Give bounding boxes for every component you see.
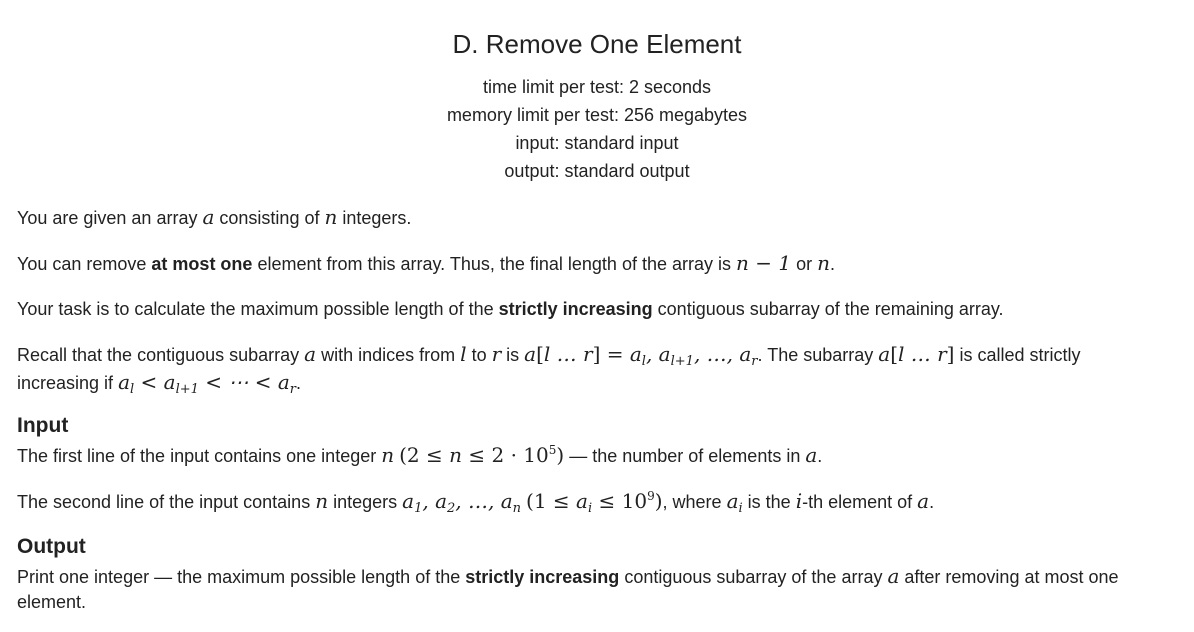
math-var: a <box>887 564 900 588</box>
input-line-1 <box>17 442 1180 469</box>
math-increasing-condition: $a_l < a_{l+1}$ < ⋯ < $a_r$ <box>118 370 297 397</box>
math-expr: n − 1 <box>736 251 792 275</box>
text: element from this array. Thus, the final length of the array is <box>252 254 736 274</box>
text: . <box>296 373 302 393</box>
statement-paragraph-3 <box>17 296 1180 322</box>
text: is the <box>742 492 796 512</box>
problem-title: D. Remove One Element <box>452 29 742 59</box>
text: . The subarray <box>757 345 879 365</box>
math-element: $a_i$ <box>726 489 743 516</box>
text: increasing if <box>17 373 119 393</box>
math-var: l <box>460 342 467 366</box>
input-heading: Input <box>17 414 69 437</box>
math-subarray: a[l … r] <box>878 342 955 366</box>
statement-paragraph-1 <box>17 204 1180 231</box>
math-var: i <box>795 489 803 513</box>
text: integers <box>328 492 403 512</box>
text: after removing at most one <box>899 567 1119 587</box>
text: — the number of elements in <box>564 446 806 466</box>
text: The first line of the input contains one integer <box>17 446 382 466</box>
math-var: a <box>304 342 317 366</box>
input-spec: input: standard input <box>515 133 679 153</box>
statement-paragraph-4-cont <box>17 369 1180 396</box>
text: consisting of <box>214 208 325 228</box>
text: . <box>817 446 823 466</box>
text: . <box>929 492 935 512</box>
output-line-2: element. <box>17 592 87 612</box>
math-var: n <box>817 251 830 275</box>
text: contiguous subarray of the remaining array. <box>652 299 1004 319</box>
bold-text: at most one <box>151 254 253 274</box>
text: You can remove <box>17 254 152 274</box>
math-var: n <box>324 205 338 229</box>
math-constraint: $(2 \le n \le 2 \cdot 10^5)$ <box>399 443 565 467</box>
statement-paragraph-4 <box>17 341 1180 368</box>
text: or <box>791 254 818 274</box>
text: integers. <box>337 208 412 228</box>
math-var: a <box>805 443 818 467</box>
input-line-2 <box>17 488 1180 515</box>
statement-paragraph-2 <box>17 250 1180 277</box>
text: You are given an array <box>17 208 203 228</box>
output-line-1 <box>17 563 1180 590</box>
math-var: a <box>202 205 215 229</box>
text: to <box>466 345 492 365</box>
text: is called strictly <box>954 345 1081 365</box>
output-spec: output: standard output <box>504 161 690 181</box>
text: Print one integer — the maximum possible length of the <box>17 567 466 587</box>
math-var: a <box>917 489 930 513</box>
bold-text: strictly increasing <box>498 299 653 319</box>
text: , where <box>662 492 727 512</box>
text: -th element of <box>802 492 918 512</box>
text: is <box>501 345 525 365</box>
memory-limit: memory limit per test: 256 megabytes <box>446 105 748 125</box>
math-var: r <box>491 342 502 366</box>
text: The second line of the input contains <box>17 492 316 512</box>
text: . <box>829 254 835 274</box>
text: with indices from <box>316 345 461 365</box>
output-heading: Output <box>17 535 86 558</box>
math-var: n <box>381 443 395 467</box>
time-limit: time limit per test: 2 seconds <box>482 77 712 97</box>
text: Your task is to calculate the maximum possible length of the <box>17 299 499 319</box>
math-sequence: $a_1$, $a_2$, …, $a_n$ <box>402 489 522 516</box>
bold-text: strictly increasing <box>465 567 620 587</box>
math-subarray-definition: a[l … $r] = a_l$, $a_{l+1}$, …, $a_r$ <box>524 342 758 369</box>
math-constraint: $(1 \le a_i \le 10^9)$ <box>526 489 663 516</box>
text: Recall that the contiguous subarray <box>17 345 305 365</box>
math-var: n <box>315 489 329 513</box>
text: contiguous subarray of the array <box>619 567 888 587</box>
